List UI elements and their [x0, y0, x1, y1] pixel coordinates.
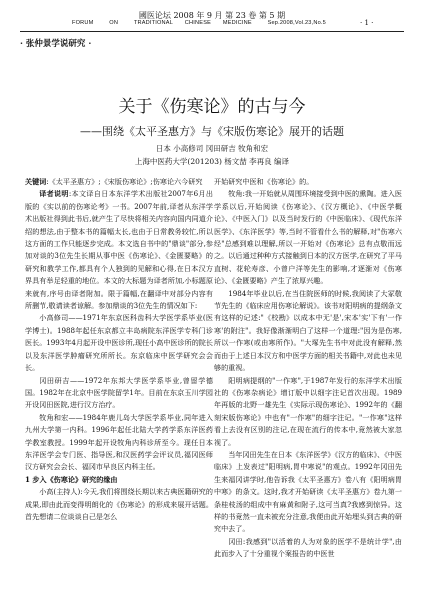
journal-header-cn: 國医论坛 2008 年 9 月 第 23 卷 第 5 期 — [138, 11, 286, 20]
right-column — [214, 176, 402, 561]
header-rule — [20, 31, 404, 32]
translator-note-text: :本文译自日本东洋学术出版社2007年6月出版的《实以前的伤寒论考》一书。2007年前,译者从东洋学术出版社得到此书后,就产生了尽快将相关内容向国内同道介绍的想法,由于整本书的篇幅太长,也由于日常教务较忙,所以这方面的工作只能逐步完成。本文选自书中的"鼎谈"部分,参加对谈的3位先生长期从事中医《伤寒论》、《金匮要略》的研究和教学工作,都具有个人独到的见解和心得,在日本汉方界具有举足轻重的地位。本文的大标题为译者所加,小标题原来就有,序号由译者附加。限于篇幅,在翻译中对部分内容有所删节,敬请读者谅解。参加鼎谈的3位先生的情况如下: — [25, 189, 214, 311]
header-en-word: CHINESE — [184, 20, 212, 26]
paragraph: 牧角:我一开始就从周围环境接受到中医的熏陶。进入医学系以后,开始阅读《伤寒论》、《汉方概论》、《中医学概论》、《中医入门》以及当时发行的《中医临床》、《现代东洋医学》、《东洋医学》等,当时不管看什么书的解释,对"伤寒六经"总感到难以理解,所以一开始对《伤寒论》总有点敬而远之。以后通过种种方式接触到日本的汉方医学,在研究了平马直树、花轮寿彦、小曾户洋等先生的影响,才逐渐对《伤寒论》、《金匮要略》产生了浓厚兴趣。 — [214, 189, 402, 286]
translator-note-label: 译者说明 — [39, 189, 69, 199]
header-en-word: MEDICINE — [222, 20, 252, 26]
translator-note — [25, 188, 213, 312]
paragraph: 阳明病提纲的"一作寒",于1987年发行的东洋学术出版社的《伤寒杂病论》增订版中以细字注记首次出现。1989年再版的北野一雄先生《实际示现伤寒论》、1992年的《翻刻宋版伤寒论》中也有"一作寒"的细字注记。"一作寒"这样看上去没有区别的注记,在现在流行的传本中,竟然被大家忽视了。 — [214, 375, 402, 447]
keywords-label: 关键词 — [25, 177, 47, 186]
column-label: · 张仲景学说研究 · — [20, 39, 92, 49]
left-column — [25, 176, 213, 523]
page-number: · 1 · — [360, 19, 374, 27]
bio-makizumi: 牧角和宏——1984年鹿儿岛大学医学系毕业,同年进入九州大学第一内科。1996年起任北陆大学药学系东洋医药学教室教授。1999年起开设牧角内科诊所至今。现任日本东洋医学会专门医、指导医,和汉医药学会评议员,福冈医师汉方研究会会长、福冈市早良区内科主任。 — [25, 412, 213, 472]
paragraph: 冈田:我感到"以活着的人为对象的医学不是统计学",由此而步入了十分重视个案报告的中医世 — [214, 536, 402, 559]
paragraph: 1984年毕业以后,在当住院医师的时候,我阅读了大冢敬节先生的《临床应用伤寒论解说》。该书对阳明病的提纲条文有这样的记述:"《校勘》以成本中无'是',宋本'实'下有'一作寒'的附注"。我好像渐渐明白了这样一个道理:"因为是伤寒,所以一作寒(或由寒所作)。"大塚先生书中对此没有解释,然而由于上述日本汉方和中医学方面的相关书籍中,对此也未见够的重视。 — [214, 288, 402, 373]
article-subtitle: ——围绕《太平圣惠方》与《宋版伤寒论》展开的话题 — [80, 125, 344, 138]
paragraph: 当年冈田先生在日本《东洋医学》《汉方的临床》、《中医临床》上发表过"阳明病,胃中寒说"的观点。1992年冈田先生来福冈讲学时,他告诉我《太平圣惠方》卷八有《阳明病胃中寒》的条文。这时,我才开始研读《太平圣惠方》卷九第一条桂枝汤的组成中有麻黄和附子,这可当真?我感到惊异。这样的书竟然一直未被充分注意,我便由此开始埋头到古典的研究中去了。 — [214, 449, 402, 534]
paragraph: 开始研究中医和《伤寒论》的。 — [214, 177, 314, 186]
bio-kotaka: 小高修司——1971年东京医科齿科大学医学系毕业(医学博士)。1988年起任东京都立丰岛病院东洋医学专科门诊医长。1993年4月起开设中医诊所,现任小高中医诊所的院长以及东洋医学肿瘤研究所所长。东京临床中医学研究会会长。 — [25, 313, 213, 373]
header-en-word: TRADITIONAL — [133, 20, 174, 26]
header-en-word: Sep.2008,Vol.23,No.5 — [267, 20, 326, 26]
header-en-word: FORUM — [72, 20, 94, 26]
paragraph: 小高(主持人):今天,我们将围绕长期以来古典医籍研究的成果,即由此而变得明朗化的《伤寒论》的形成来展开话题。首先想请二位谈谈自己是怎么 — [25, 487, 213, 521]
authors: 日本 小高修司 冈田研吉 牧角和宏 — [155, 144, 269, 153]
journal-header-en — [72, 20, 362, 26]
keywords-text: :《太平圣惠方》;《宋版伤寒论》;伤寒论六今研究 — [46, 177, 203, 186]
section-heading-1: 1 步入《伤寒论》研究的缘由 — [25, 474, 118, 484]
bio-okada: 冈田研吉——1972年东邦大学医学系毕业,曾留学德国。1982年在北京中医学院留学1年。目前在东京玉川学园开设冈田医院,进行汉方治疗。 — [25, 375, 213, 410]
keywords — [25, 176, 213, 188]
header-en-word: ON — [109, 20, 119, 26]
affiliation: 上海中医药大学(201203) 杨文喆 李再良 编译 — [134, 157, 290, 166]
article-title: 关于《伤寒论》的古与今 — [118, 97, 306, 117]
